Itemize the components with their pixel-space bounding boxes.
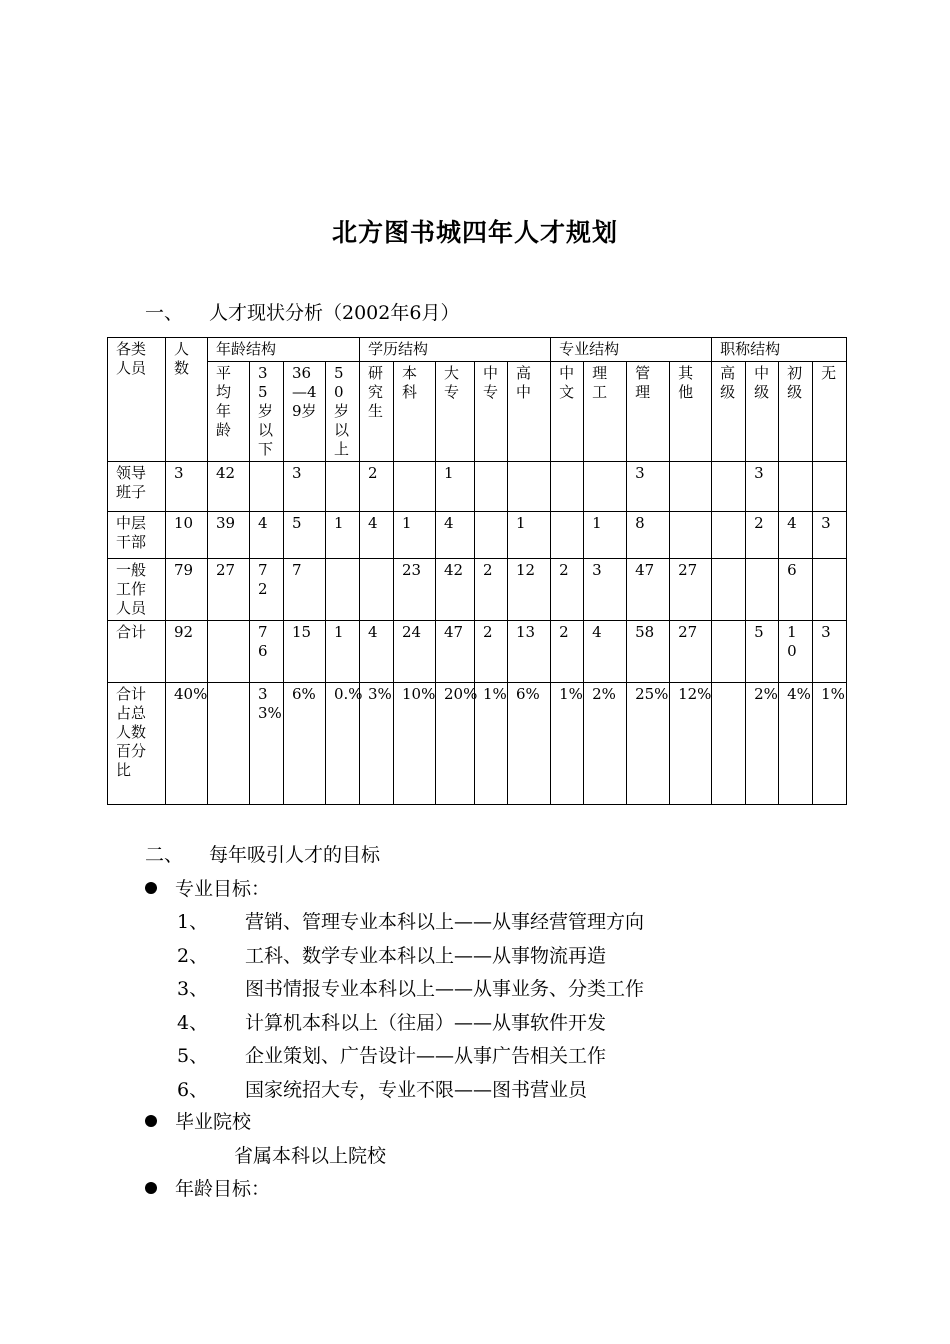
header-age-structure: 年龄结构 [208,338,360,362]
goal-text: 营销、管理专业本科以上——从事经营管理方向 [245,911,645,933]
subheader-cell: 高级 [712,362,746,462]
subheader-cell: 中专 [475,362,508,462]
table-cell: 42 [208,462,250,512]
school-detail: 省属本科以上院校 [234,1145,387,1167]
table-cell: 20% [436,683,475,805]
goal-item [177,907,644,934]
subheader-cell: 其他 [670,362,712,462]
table-cell: 6% [284,683,326,805]
table-cell [360,559,394,621]
goal-number: 6、 [177,1078,209,1101]
table-cell: 15 [284,621,326,683]
table-cell [813,559,847,621]
table-cell: 3% [360,683,394,805]
table-cell: 4% [779,683,813,805]
table-cell [208,621,250,683]
table-cell: 3 [813,512,847,559]
table-cell: 1% [551,683,584,805]
table-cell [712,683,746,805]
table-cell [712,512,746,559]
table-cell: 6 [779,559,813,621]
row-label: 合计 [108,621,166,683]
row-label: 中层干部 [108,512,166,559]
row-label: 合计占总人数百分比 [108,683,166,805]
table-cell: 33% [250,683,284,805]
table-cell: 40% [166,683,208,805]
table-cell: 25% [627,683,670,805]
table-cell [475,512,508,559]
table-cell: 7 [284,559,326,621]
table-cell [712,621,746,683]
table-cell: 1 [508,512,551,559]
table-cell: 8 [627,512,670,559]
table-cell: 92 [166,621,208,683]
goal-item [177,1008,606,1035]
section-title: 每年吸引人才的目标 [209,844,381,866]
table-cell [508,462,551,512]
table-cell: 58 [627,621,670,683]
header-major-structure: 专业结构 [551,338,712,362]
table-cell: 2 [746,512,779,559]
goal-number: 5、 [177,1045,209,1067]
goal-item [177,1075,587,1102]
table-cell: 5 [746,621,779,683]
goal-text: 国家统招大专，专业不限——图书营业员 [245,1078,588,1101]
bullet-dot-icon [145,1182,157,1194]
subheader-cell: 管理 [627,362,670,462]
goal-item [177,941,606,968]
table-cell: 10 [166,512,208,559]
goal-number: 2、 [177,944,209,967]
table-cell [584,462,627,512]
table-cell: 4 [250,512,284,559]
table-cell: 4 [436,512,475,559]
table-cell: 3 [284,462,326,512]
header-category: 各类人员 [108,338,166,462]
table-cell: 0.% [326,683,360,805]
table-cell [712,462,746,512]
table-cell: 42 [436,559,475,621]
table-cell: 3 [746,462,779,512]
table-cell [670,512,712,559]
row-label: 一般工作人员 [108,559,166,621]
table-cell [670,462,712,512]
goal-text: 计算机本科以上（往届）——从事软件开发 [245,1011,607,1034]
subheader-cell: 35岁以下 [250,362,284,462]
table-cell: 4 [584,621,627,683]
section-number: 二、 [145,844,184,866]
goal-text: 工科、数学专业本科以上——从事物流再造 [245,944,607,967]
bullet-dot-icon [145,882,157,894]
table-cell [779,462,813,512]
table-cell [394,462,436,512]
table-cell: 47 [627,559,670,621]
table-cell: 2 [475,559,508,621]
subheader-cell: 中级 [746,362,779,462]
table-cell: 1% [475,683,508,805]
table-cell: 10 [779,621,813,683]
subheader-cell: 研究生 [360,362,394,462]
table-cell: 39 [208,512,250,559]
table-cell: 1 [394,512,436,559]
table-cell: 76 [250,621,284,683]
subheader-cell: 理工 [584,362,627,462]
goal-number: 1、 [177,911,209,933]
goal-item [177,974,644,1001]
table-cell: 4 [779,512,813,559]
bullet-school: 毕业院校 [145,1107,251,1134]
table-cell: 2% [584,683,627,805]
table-cell: 27 [208,559,250,621]
subheader-cell: 平均年龄 [208,362,250,462]
table-cell: 2% [746,683,779,805]
row-label: 领导班子 [108,462,166,512]
table-cell: 3 [627,462,670,512]
subheader-cell: 大专 [436,362,475,462]
table-row [108,512,847,559]
subheader-cell: 50岁以上 [326,362,360,462]
goal-text: 企业策划、广告设计——从事广告相关工作 [245,1045,607,1067]
subheader-cell: 36—49岁 [284,362,326,462]
table-cell: 1 [436,462,475,512]
bullet-major-goal: 专业目标： [145,874,270,901]
table-cell: 27 [670,559,712,621]
section-heading-1 [145,298,459,325]
table-cell: 4 [360,621,394,683]
table-cell [475,462,508,512]
table-row [108,559,847,621]
table-cell [250,462,284,512]
section-number: 一、 [145,302,184,324]
goal-item [177,1041,606,1068]
header-education-structure: 学历结构 [360,338,551,362]
talent-status-table [107,337,847,805]
subheader-cell: 高中 [508,362,551,462]
subheader-cell: 本科 [394,362,436,462]
goal-text: 图书情报专业本科以上——从事业务、分类工作 [245,978,645,1000]
table-cell: 5 [284,512,326,559]
bullet-age-goal: 年龄目标： [145,1174,270,1201]
table-cell [551,462,584,512]
table-cell: 27 [670,621,712,683]
table-cell: 2 [475,621,508,683]
table-row [108,462,847,512]
table-cell: 79 [166,559,208,621]
table-cell: 1% [813,683,847,805]
table-cell: 2 [551,621,584,683]
goal-number: 3、 [177,978,209,1000]
table-cell [551,512,584,559]
table-cell: 2 [360,462,394,512]
table-cell: 1 [326,621,360,683]
table-cell: 13 [508,621,551,683]
table-cell: 23 [394,559,436,621]
table-cell [746,559,779,621]
header-title-structure: 职称结构 [712,338,847,362]
page-title: 北方图书城四年人才规划 [331,218,618,247]
table-cell: 12% [670,683,712,805]
table-cell [712,559,746,621]
table-cell: 3 [166,462,208,512]
table-cell: 47 [436,621,475,683]
table-cell: 3 [584,559,627,621]
table-cell: 3 [813,621,847,683]
table-cell: 12 [508,559,551,621]
table-cell: 24 [394,621,436,683]
table-cell: 72 [250,559,284,621]
table-cell: 2 [551,559,584,621]
subheader-cell: 无 [813,362,847,462]
subheader-cell: 中文 [551,362,584,462]
table-cell: 6% [508,683,551,805]
table-cell [326,559,360,621]
table-cell [326,462,360,512]
table-row [108,683,847,805]
table-cell: 4 [360,512,394,559]
header-count: 人数 [166,338,208,462]
bullet-dot-icon [145,1115,157,1127]
goal-number: 4、 [177,1011,209,1034]
table-row [108,621,847,683]
table-cell: 10% [394,683,436,805]
section-title: 人才现状分析（2002年6月） [209,302,460,324]
table-cell [813,462,847,512]
section-heading-2 [145,840,380,867]
table-cell [208,683,250,805]
table-cell: 1 [326,512,360,559]
subheader-cell: 初级 [779,362,813,462]
table-cell: 1 [584,512,627,559]
